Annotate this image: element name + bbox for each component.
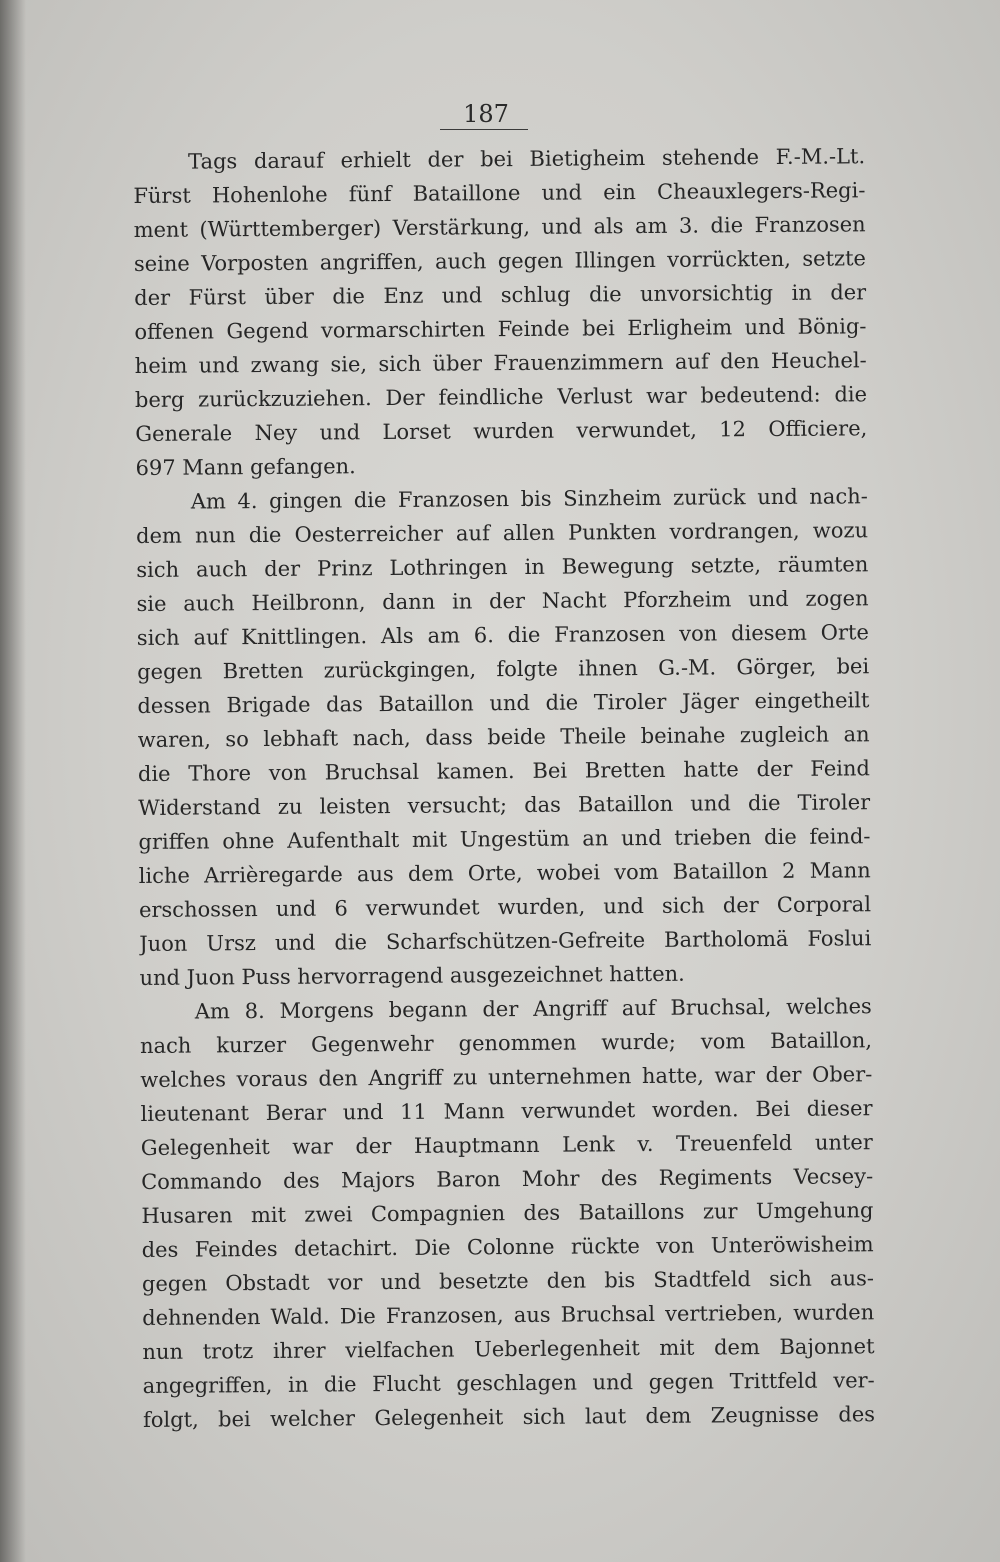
text-line: sie auch Heilbronn, dann in der Nacht Pforzheim und zogen [136,586,869,616]
text-line: Tags darauf erhielt der bei Bietigheim stehende F.-M.-Lt. [188,144,866,174]
text-line: dessen Brigade das Bataillon und die Tiroler Jäger eingetheilt [137,688,870,718]
text-line: heim und zwang sie, sich über Frauenzimmern auf den Heuchel- [134,348,867,378]
text-line: dem nun die Oesterreicher auf allen Punkten vordrangen, wozu [135,518,869,548]
text-line: die Thore von Bruchsal kamen. Bei Bretten hatte der Feind [137,756,871,786]
text-line: Widerstand zu leisten versucht; das Bataillon und die Tiroler [138,790,871,820]
page-number: 187 [463,100,509,128]
text-line: gegen Obstadt vor und besetzte den bis Stadtfeld sich aus- [141,1266,875,1296]
text-line: Generale Ney und Lorset wurden verwundet, 12 Officiere, [135,416,868,446]
text-line: welches voraus den Angriff zu unternehmen hatte, war der Ober- [140,1062,873,1092]
text-line: dehnenden Wald. Die Franzosen, aus Bruchsal vertrieben, wurden [142,1300,875,1330]
text-line: nach kurzer Gegenwehr genommen wurde; vom Bataillon, [139,1028,873,1058]
text-line: ment (Württemberger) Verstärkung, und als am 3. die Franzosen [133,212,866,242]
text-line: sich auf Knittlingen. Als am 6. die Franzosen von diesem Orte [136,620,869,650]
text-line: des Feindes detachirt. Die Colonne rückte von Unteröwisheim [141,1232,874,1262]
text-line: nun trotz ihrer vielfachen Ueberlegenheit mit dem Bajonnet [142,1334,875,1364]
text-line: 697 Mann gefangen. [135,454,356,480]
header-rule [440,129,528,130]
text-line: liche Arrièregarde aus dem Orte, wobei vom Bataillon 2 Mann [138,858,871,888]
text-line: berg zurückzuziehen. Der feindliche Verlust war bedeutend: die [134,382,868,412]
text-line: gegen Bretten zurückgingen, folgte ihnen G.-M. Görger, bei [137,654,870,684]
text-line: offenen Gegend vormarschirten Feinde bei Erligheim und Bönig- [134,314,867,344]
body-text [133,139,875,1437]
text-line: Commando des Majors Baron Mohr des Regiments Vecsey- [141,1164,874,1194]
text-line: Husaren mit zwei Compagnien des Bataillons zur Umgehung [141,1198,874,1228]
text-line: Am 4. gingen die Franzosen bis Sinzheim zurück und nach- [190,484,868,514]
text-line: Gelegenheit war der Hauptmann Lenk v. Treuenfeld unter [140,1130,873,1160]
text-line: Fürst Hohenlohe fünf Bataillone und ein Cheauxlegers-Regi- [133,178,866,208]
text-line: sich auch der Prinz Lothringen in Bewegung setzte, räumten [136,552,869,582]
text-line: der Fürst über die Enz und schlug die unvorsichtig in der [134,280,867,310]
text-line: Juon Ursz und die Scharfschützen-Gefreite Bartholomä Foslui [139,926,872,956]
text-line: lieutenant Berar und 11 Mann verwundet worden. Bei dieser [140,1096,873,1126]
text-line: waren, so lebhaft nach, dass beide Theile beinahe zugleich an [137,722,870,752]
text-line: griffen ohne Aufenthalt mit Ungestüm an und trieben die feind- [138,824,871,854]
text-line: angegriffen, in die Flucht geschlagen und gegen Trittfeld ver- [142,1368,875,1398]
text-line: folgt, bei welcher Gelegenheit sich laut dem Zeugnisse des [142,1402,876,1432]
text-line: erschossen und 6 verwundet wurden, und sich der Corporal [138,892,872,922]
text-line: und Juon Puss hervorragend ausgezeichnet hatten. [139,961,685,990]
text-line: Am 8. Morgens begann der Angriff auf Bruchsal, welches [194,994,872,1024]
text-line: seine Vorposten angriffen, auch gegen Illingen vorrückten, setzte [133,246,867,276]
